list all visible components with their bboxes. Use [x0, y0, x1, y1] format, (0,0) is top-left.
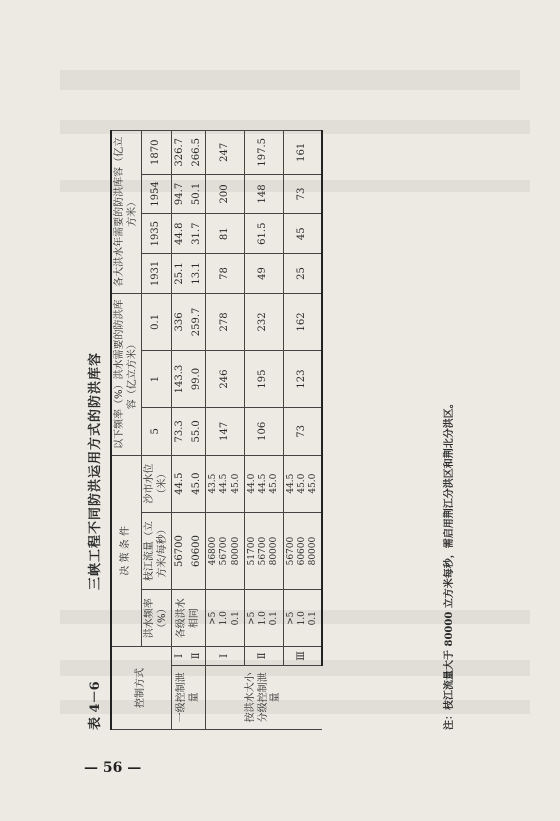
cell-f5: 55.0	[189, 408, 206, 455]
cell-level: 44.5 45.0 45.0	[283, 455, 322, 512]
table-caption	[80, 130, 108, 730]
cell-y1954: 200	[206, 174, 245, 214]
header-year-1870: 1870	[142, 131, 172, 175]
cell-y1954: 50.1	[189, 174, 206, 214]
cell-y1931: 13.1	[189, 254, 206, 294]
cell-freq: 各级洪水相同	[172, 590, 206, 647]
cell-f01: 162	[283, 293, 322, 350]
cell-y1931: 78	[206, 254, 245, 294]
table-body	[172, 131, 323, 730]
cell-y1870: 197.5	[244, 131, 283, 175]
cell-sub: Ⅲ	[283, 647, 322, 666]
cell-f01: 232	[244, 293, 283, 350]
cell-f5: 73	[283, 408, 322, 455]
cell-y1935: 31.7	[189, 214, 206, 254]
cell-level: 44.5	[172, 455, 189, 512]
header-group-freq: 以下频率（%）洪水需要的防洪库容（亿立方米）	[111, 293, 142, 455]
cell-discharge: 51700 56700 80000	[244, 512, 283, 590]
cell-sub: Ⅰ	[206, 647, 245, 666]
header-freq-5: 5	[142, 408, 172, 455]
cell-f1: 123	[283, 350, 322, 407]
rotated-table-block	[80, 110, 480, 750]
cell-f01: 278	[206, 293, 245, 350]
header-conditions: 决 策 条 件	[111, 455, 142, 646]
cell-mode: 一级控制泄量	[172, 665, 206, 729]
cell-y1870: 326.7	[172, 131, 189, 175]
cell-y1954: 148	[244, 174, 283, 214]
cell-y1931: 25.1	[172, 254, 189, 294]
cell-f01: 259.7	[189, 293, 206, 350]
table-number: 表 4－6	[88, 681, 103, 730]
cell-y1870: 247	[206, 131, 245, 175]
table-row	[206, 131, 245, 730]
cell-sub: Ⅰ	[172, 647, 189, 666]
header-group-year: 各大洪水年需要的防洪库容（亿立方米）	[111, 131, 142, 294]
page-number: — 56 —	[84, 760, 142, 776]
cell-sub: Ⅱ	[189, 647, 206, 666]
cell-level: 45.0	[189, 455, 206, 512]
cell-discharge: 46800 56700 80000	[206, 512, 245, 590]
cell-y1870: 266.5	[189, 131, 206, 175]
table-title: 三峡工程不同防洪运用方式的防洪库容	[88, 351, 103, 590]
header-flood-freq: 洪水频率（%）	[142, 590, 172, 647]
cell-discharge: 56700	[172, 512, 189, 590]
header-year-1931: 1931	[142, 254, 172, 294]
cell-freq: >5 1.0 0.1	[283, 590, 322, 647]
table-row	[172, 131, 189, 730]
cell-y1954: 73	[283, 174, 322, 214]
cell-y1935: 44.8	[172, 214, 189, 254]
cell-f5: 73.3	[172, 408, 189, 455]
flood-storage-table	[110, 130, 323, 730]
cell-f1: 246	[206, 350, 245, 407]
header-shashi-level: 沙市水位（米）	[142, 455, 172, 512]
cell-freq: >5 1.0 0.1	[206, 590, 245, 647]
header-year-1954: 1954	[142, 174, 172, 214]
table-footnote: 注：枝江流量大于 80000 立方米每秒，需启用荆江分洪区和荆北分洪区。	[444, 398, 455, 730]
cell-f5: 147	[206, 408, 245, 455]
cell-f1: 143.3	[172, 350, 189, 407]
table-row	[283, 131, 322, 730]
header-control-mode: 控制方式	[111, 647, 172, 730]
header-freq-0.1: 0.1	[142, 293, 172, 350]
cell-discharge: 60600	[189, 512, 206, 590]
cell-level: 44.0 44.5 45.0	[244, 455, 283, 512]
cell-f01: 336	[172, 293, 189, 350]
cell-level: 43.5 44.5 45.0	[206, 455, 245, 512]
cell-f1: 99.0	[189, 350, 206, 407]
cell-y1954: 94.7	[172, 174, 189, 214]
header-freq-1: 1	[142, 350, 172, 407]
cell-y1935: 45	[283, 214, 322, 254]
cell-y1870: 161	[283, 131, 322, 175]
cell-sub: Ⅱ	[244, 647, 283, 666]
header-year-1935: 1935	[142, 214, 172, 254]
table-row	[244, 131, 283, 730]
cell-y1931: 25	[283, 254, 322, 294]
cell-discharge: 56700 60600 80000	[283, 512, 322, 590]
bleed-through-line	[60, 70, 520, 90]
cell-f1: 195	[244, 350, 283, 407]
cell-y1931: 49	[244, 254, 283, 294]
cell-mode: 按洪水大小分级控制泄量	[206, 665, 323, 729]
header-discharge: 枝江流量（立方米/每秒）	[142, 512, 172, 590]
cell-freq: >5 1.0 0.1	[244, 590, 283, 647]
cell-y1935: 61.5	[244, 214, 283, 254]
cell-y1935: 81	[206, 214, 245, 254]
cell-f5: 106	[244, 408, 283, 455]
